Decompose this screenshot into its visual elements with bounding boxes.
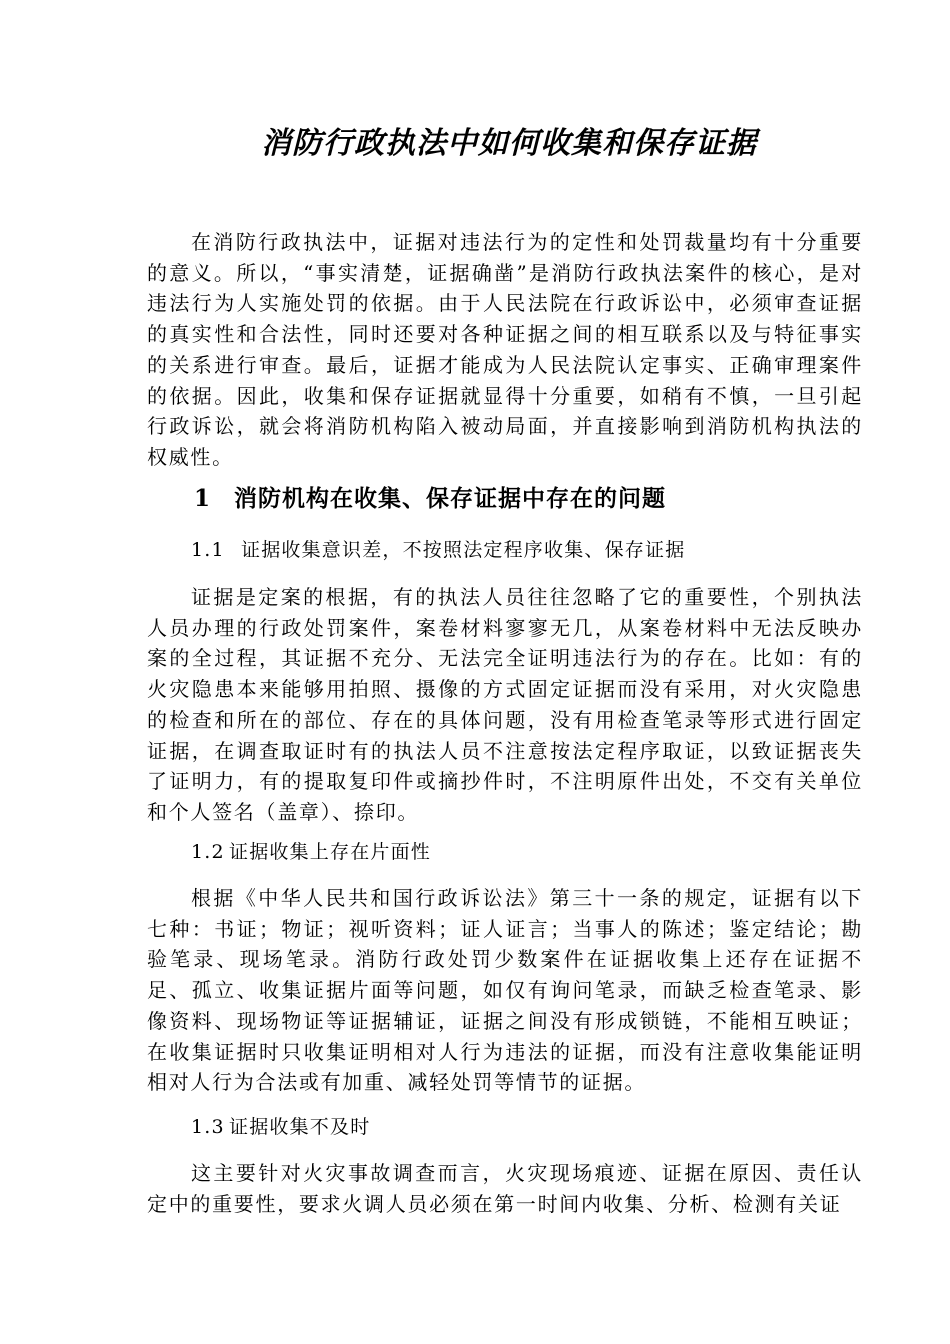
section-1-1-heading: [191, 535, 685, 562]
section-1-2-title: 证据收集上存在片面性: [229, 841, 432, 863]
section-1-2-number: 1.2: [191, 841, 225, 863]
section-1-1-paragraph: 证据是定案的根据，有的执法人员往往忽略了它的重要性，个别执法人员办理的行政处罚案件，案卷材料寥寥无几，从案卷材料中无法反映办案的全过程，其证据不充分、无法完全证明违法行为的存在。比如：有的火灾隐患本来能够用拍照、摄像的方式固定证据而没有采用，对火灾隐患的检查和所在的部位、存在的具体问题，没有用检查笔录等形式进行固定证据，在调查取证时有的执法人员不注意按法定程序取证，以致证据丧失了证明力，有的提取复印件或摘抄件时，不注明原件出处，不交有关单位和个人签名（盖章）、捺印。: [147, 585, 863, 824]
document-title: 消防行政执法中如何收集和保存证据: [261, 126, 757, 161]
section-1-2-paragraph: 根据《中华人民共和国行政诉讼法》第三十一条的规定，证据有以下七种：书证；物证；视听资料；证人证言；当事人的陈述；鉴定结论；勘验笔录、现场笔录。消防行政处罚少数案件在证据收集上还存在证据不足、孤立、收集证据片面等问题，如仅有询问笔录，而缺乏检查笔录、影像资料、现场物证等证据辅证，证据之间没有形成锁链，不能相互映证；在收集证据时只收集证明相对人行为违法的证据，而没有注意收集能证明相对人行为合法或有加重、减轻处罚等情节的证据。: [147, 886, 863, 1095]
section-1-3-number: 1.3: [191, 1116, 225, 1138]
section-1-number: 1: [194, 485, 212, 512]
section-1-heading: [194, 480, 666, 513]
section-1-title: 消防机构在收集、保存证据中存在的问题: [234, 485, 666, 512]
section-1-2-heading: [191, 837, 431, 864]
section-1-1-title: 证据收集意识差，不按照法定程序收集、保存证据: [241, 539, 686, 561]
section-1-3-title: 证据收集不及时: [229, 1116, 371, 1138]
section-1-3-paragraph: 这主要针对火灾事故调查而言，火灾现场痕迹、证据在原因、责任认定中的重要性，要求火调人员必须在第一时间内收集、分析、检测有关证: [147, 1161, 863, 1216]
section-1-1-number: 1.1: [191, 539, 225, 561]
section-1-3-heading: [191, 1112, 370, 1139]
intro-paragraph: 在消防行政执法中，证据对违法行为的定性和处罚裁量均有十分重要的意义。所以，“事实清楚，证据确凿”是消防行政执法案件的核心，是对违法行为人实施处罚的依据。由于人民法院在行政诉讼中，必须审查证据的真实性和合法性，同时还要对各种证据之间的相互联系以及与特征事实的关系进行审查。最后，证据才能成为人民法院认定事实、正确审理案件的依据。因此，收集和保存证据就显得十分重要，如稍有不慎，一旦引起行政诉讼，就会将消防机构陷入被动局面，并直接影响到消防机构执法的权威性。: [147, 230, 863, 469]
